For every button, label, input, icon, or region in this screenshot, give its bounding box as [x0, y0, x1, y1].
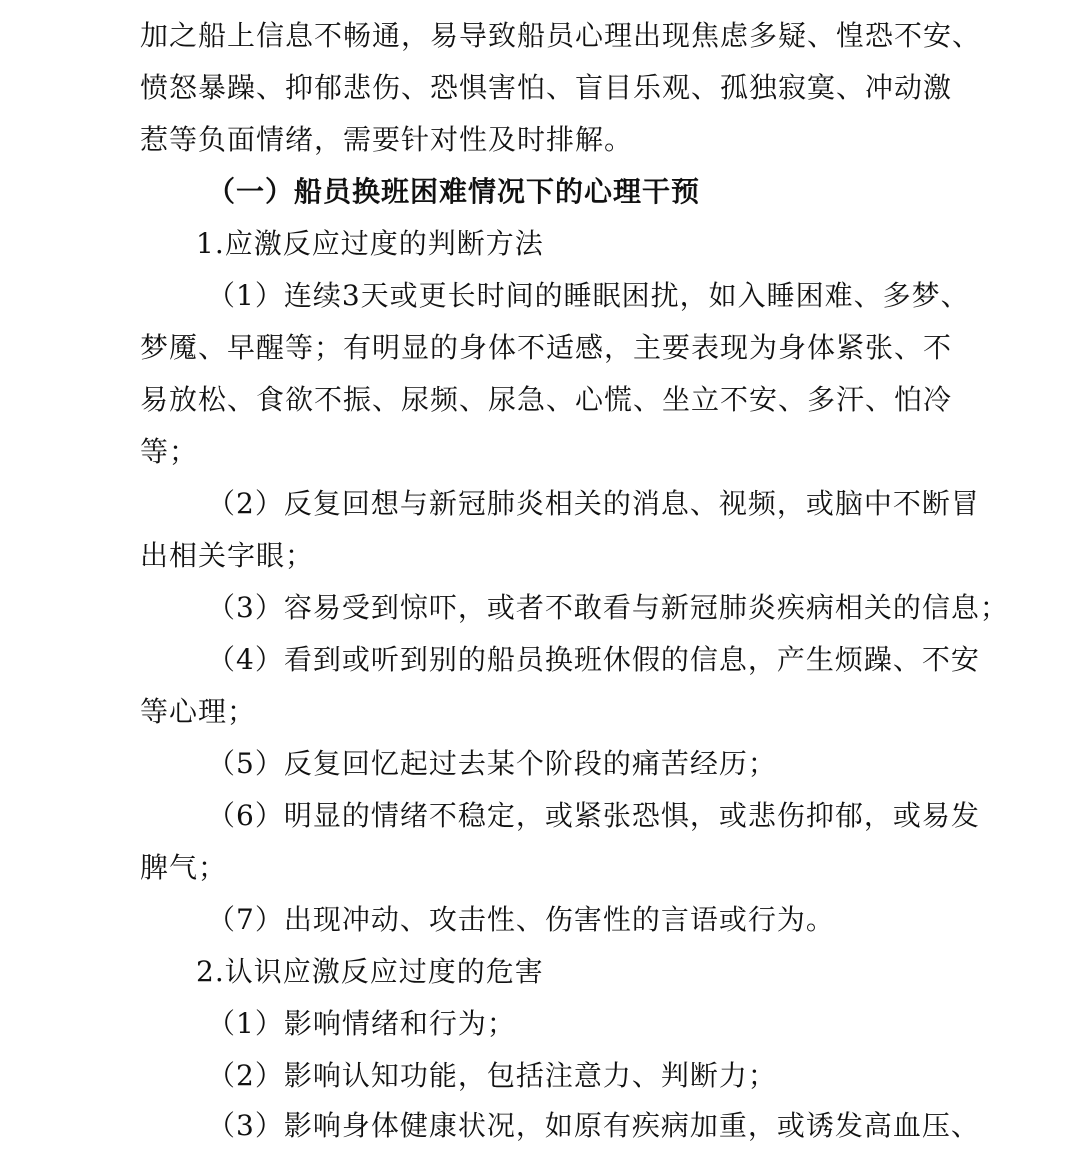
paragraph-line: 加之船上信息不畅通，易导致船员心理出现焦虑多疑、惶恐不安、	[140, 19, 982, 52]
list-item-line: （3）容易受到惊吓，或者不敢看与新冠肺炎疾病相关的信息；	[207, 591, 1009, 624]
subsection-heading: 1.应激反应过度的判断方法	[196, 227, 544, 260]
list-item-line: （5）反复回忆起过去某个阶段的痛苦经历；	[207, 747, 777, 780]
list-item-line: （1）连续3天或更长时间的睡眠困扰，如入睡困难、多梦、	[207, 279, 970, 312]
subsection-heading: 2.认识应激反应过度的危害	[196, 955, 544, 988]
list-item-line: （7）出现冲动、攻击性、伤害性的言语或行为。	[207, 903, 835, 936]
list-item-line: 梦魇、早醒等；有明显的身体不适感，主要表现为身体紧张、不	[140, 331, 953, 364]
list-item-line: 易放松、食欲不振、尿频、尿急、心慌、坐立不安、多汗、怕冷	[140, 383, 953, 416]
list-item-line: 出相关字眼；	[140, 539, 315, 572]
paragraph-line: 惹等负面情绪，需要针对性及时排解。	[140, 123, 634, 156]
section-heading: （一）船员换班困难情况下的心理干预	[207, 175, 701, 208]
list-item-line: 等；	[140, 435, 199, 468]
list-item-line: （1）影响情绪和行为；	[207, 1007, 516, 1040]
list-item-line: （2）影响认知功能，包括注意力、判断力；	[207, 1059, 777, 1092]
list-item-line: 脾气；	[140, 851, 228, 884]
list-item-line: （4）看到或听到别的船员换班休假的信息，产生烦躁、不安	[207, 643, 980, 676]
list-item-line: （2）反复回想与新冠肺炎相关的消息、视频，或脑中不断冒	[207, 487, 980, 520]
paragraph-line: 愤怒暴躁、抑郁悲伤、恐惧害怕、盲目乐观、孤独寂寞、冲动激	[140, 71, 953, 104]
list-item-line: （3）影响身体健康状况，如原有疾病加重，或诱发高血压、	[207, 1109, 980, 1142]
list-item-line: 等心理；	[140, 695, 257, 728]
list-item-line: （6）明显的情绪不稳定，或紧张恐惧，或悲伤抑郁，或易发	[207, 799, 980, 832]
